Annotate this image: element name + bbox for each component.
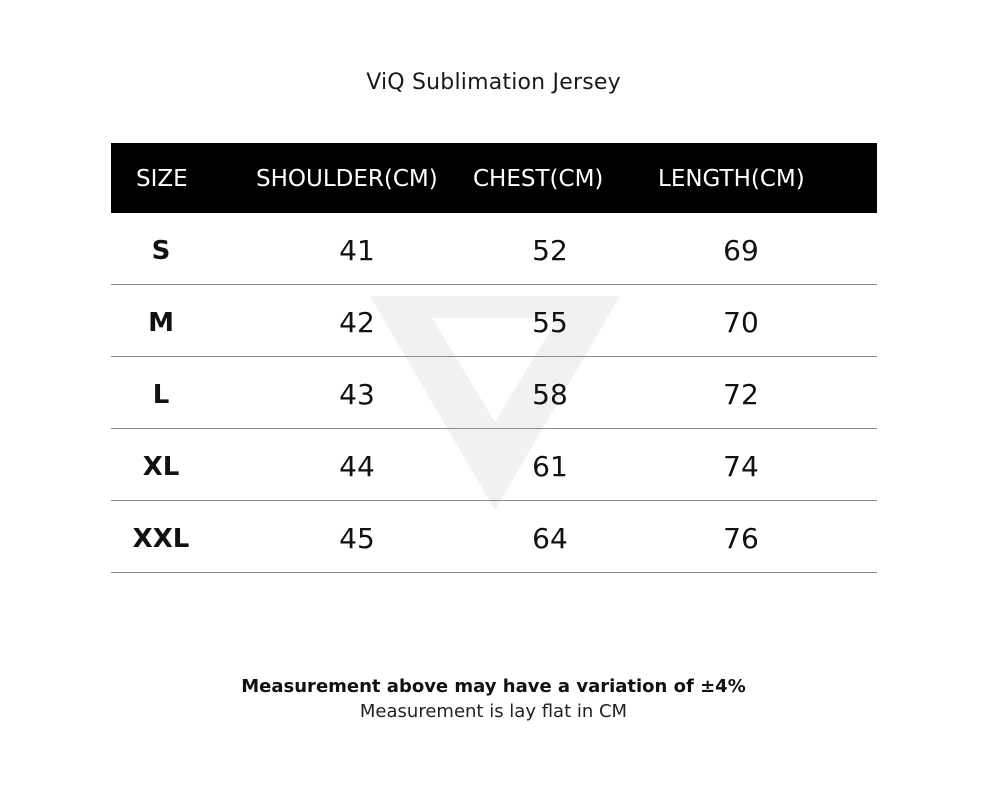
size-cell: XL <box>142 452 180 482</box>
table-row <box>111 213 877 285</box>
length-cell: 69 <box>723 234 759 267</box>
table-row <box>111 501 877 573</box>
measurement-method-note: Measurement is lay flat in CM <box>359 701 628 722</box>
size-cell: L <box>152 380 170 410</box>
chest-cell: 58 <box>532 378 568 411</box>
header-shoulder: SHOULDER(CM) <box>256 166 438 192</box>
size-cell: M <box>148 308 174 338</box>
size-chart-table <box>111 143 877 573</box>
size-cell: XXL <box>132 524 190 554</box>
header-size: SIZE <box>136 166 188 192</box>
length-cell: 74 <box>723 450 759 483</box>
size-cell: S <box>151 236 171 266</box>
length-cell: 76 <box>723 522 759 555</box>
chest-cell: 52 <box>532 234 568 267</box>
shoulder-cell: 41 <box>339 234 375 267</box>
chest-cell: 64 <box>532 522 568 555</box>
table-row <box>111 357 877 429</box>
shoulder-cell: 42 <box>339 306 375 339</box>
length-cell: 72 <box>723 378 759 411</box>
length-cell: 70 <box>723 306 759 339</box>
table-row <box>111 285 877 357</box>
header-chest: CHEST(CM) <box>473 166 604 192</box>
shoulder-cell: 45 <box>339 522 375 555</box>
chest-cell: 61 <box>532 450 568 483</box>
table-row <box>111 429 877 501</box>
variation-note: Measurement above may have a variation of ±4% <box>241 676 746 697</box>
shoulder-cell: 44 <box>339 450 375 483</box>
table-header-row <box>111 143 877 213</box>
chest-cell: 55 <box>532 306 568 339</box>
shoulder-cell: 43 <box>339 378 375 411</box>
page-title: ViQ Sublimation Jersey <box>366 70 621 95</box>
header-length: LENGTH(CM) <box>658 166 805 192</box>
